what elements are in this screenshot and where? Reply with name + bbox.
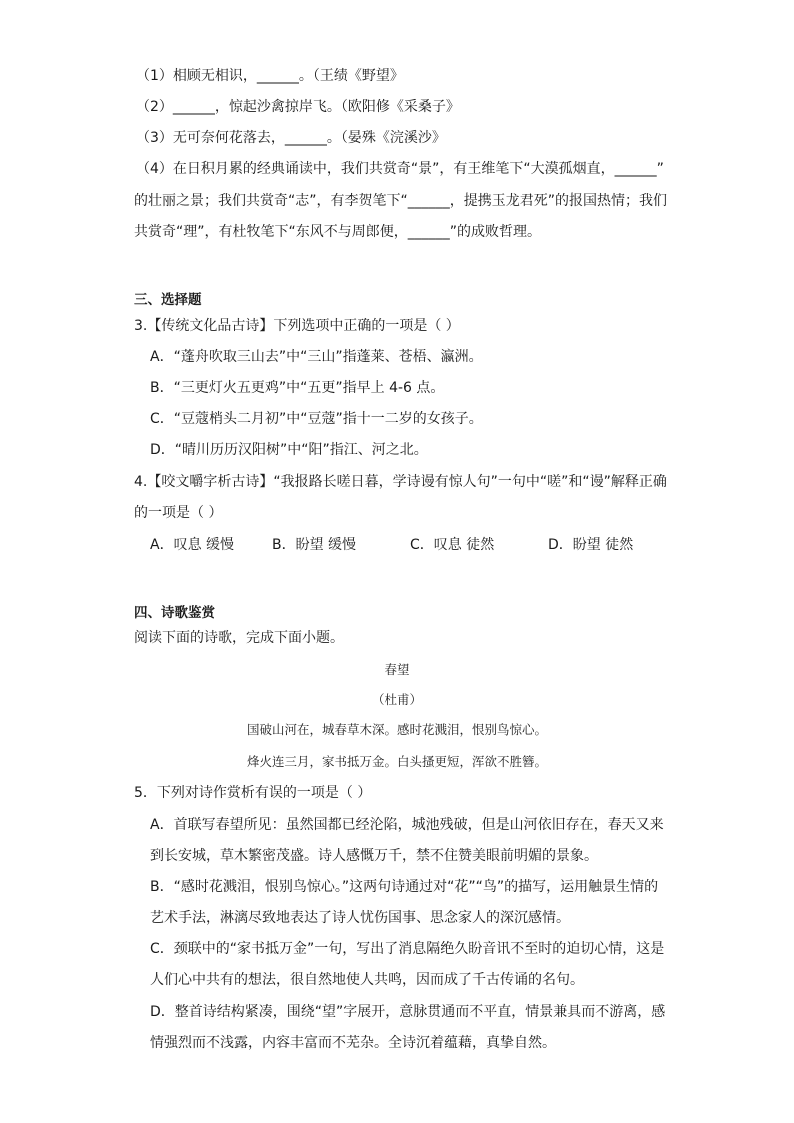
poem-line-1: 国破山河在，城春草木深。感时花溅泪，恨别鸟惊心。 bbox=[246, 722, 547, 737]
q3-option-d: D．“晴川历历汉阳树”中“阳”指江、河之北。 bbox=[150, 442, 428, 458]
q4-stem-line2: 的一项是（ ） bbox=[134, 505, 223, 521]
fill-in-q3 bbox=[136, 128, 446, 148]
fill-in-q1 bbox=[136, 66, 404, 86]
fill-in-q4-line2: 的壮丽之景；我们共赏奇“志”，有李贺笔下“______，提携玉龙君死”的报国热情；我们 bbox=[134, 193, 668, 209]
q5-option-b-line1: B．“感时花溅泪，恨别鸟惊心。”这两句诗通过对“花”“鸟”的描写，运用触景生情的 bbox=[150, 879, 659, 895]
q4-option-b: B．盼望 缓慢 bbox=[272, 537, 357, 553]
section3-title: 三、选择题 bbox=[134, 292, 202, 308]
q3-blank: ______ bbox=[284, 130, 327, 146]
q2-suffix: ，惊起沙禽掠岸飞。（欧阳修《采桑子》 bbox=[214, 99, 460, 115]
poem-title: 春望 bbox=[384, 662, 410, 677]
q5-option-c-line1: C．颈联中的“家书抵万金”一句，写出了消息隔绝久盼音讯不至时的迫切心情，这是 bbox=[150, 941, 665, 957]
section4-title: 四、诗歌鉴赏 bbox=[134, 605, 215, 621]
q1-prefix: （1）相顾无相识， bbox=[136, 68, 257, 84]
q1-suffix: 。（王绩《野望》 bbox=[298, 68, 404, 84]
q3-option-a: A．“蓬舟吹取三山去”中“三山”指蓬莱、苍梧、瀛洲。 bbox=[150, 349, 483, 365]
q4-option-d: D．盼望 徒然 bbox=[548, 537, 634, 553]
q5-option-d-line1: D．整首诗结构紧凑，围绕“望”字展开，意脉贯通而不平直，情景兼具而不游离，感 bbox=[150, 1004, 666, 1020]
q2-blank: ______ bbox=[172, 99, 215, 115]
q4-option-a: A．叹息 缓慢 bbox=[150, 537, 235, 553]
q5-stem: 5．下列对诗作赏析有误的一项是（ ） bbox=[134, 785, 372, 801]
q5-option-b-line2: 艺术手法，淋漓尽致地表达了诗人忧伤国事、思念家人的深沉感情。 bbox=[150, 910, 570, 926]
q5-option-d-line2: 情强烈而不浅露，内容丰富而不芜杂。全诗沉着蕴藉，真挚自然。 bbox=[150, 1035, 556, 1051]
q4-option-c: C．叹息 徒然 bbox=[410, 537, 495, 553]
q3-suffix: 。（晏殊《浣溪沙》 bbox=[326, 130, 446, 146]
fill-in-q4-line1: （4）在日积月累的经典诵读中，我们共赏奇“景”，有王维笔下“大漠孤烟直，______” bbox=[136, 161, 664, 177]
fill-in-q2 bbox=[136, 97, 460, 117]
q3-option-b: B．“三更灯火五更鸡”中“五更”指早上 4-6 点。 bbox=[150, 380, 445, 396]
poem-author: （杜甫） bbox=[371, 692, 422, 707]
q1-blank: ______ bbox=[256, 68, 299, 84]
q2-prefix: （2） bbox=[136, 99, 173, 115]
poem-line-2: 烽火连三月，家书抵万金。白头搔更短，浑欲不胜簪。 bbox=[246, 754, 547, 769]
section4-instruction: 阅读下面的诗歌，完成下面小题。 bbox=[134, 630, 344, 646]
q3-prefix: （3）无可奈何花落去， bbox=[136, 130, 285, 146]
q4-stem-line1: 4.【咬文嚼字析古诗】“我报路长嗟日暮，学诗谩有惊人句”一句中“嗟”和“谩”解释正确 bbox=[134, 474, 667, 490]
q3-stem: 3.【传统文化品古诗】下列选项中正确的一项是（ ） bbox=[134, 318, 460, 334]
q5-option-c-line2: 人们心中共有的想法，很自然地使人共鸣，因而成了千古传诵的名句。 bbox=[150, 972, 584, 988]
q3-option-c: C．“豆蔻梢头二月初”中“豆蔻”指十一二岁的女孩子。 bbox=[150, 411, 483, 427]
q5-option-a-line2: 到长安城，草木繁密茂盛。诗人感慨万千，禁不住赞美眼前明媚的景象。 bbox=[150, 848, 598, 864]
q5-option-a-line1: A．首联写春望所见：虽然国都已经沦陷，城池残破，但是山河依旧存在，春天又来 bbox=[150, 817, 664, 833]
fill-in-q4-line3: 共赏奇“理”，有杜牧笔下“东风不与周郎便，______”的成败哲理。 bbox=[134, 224, 542, 240]
